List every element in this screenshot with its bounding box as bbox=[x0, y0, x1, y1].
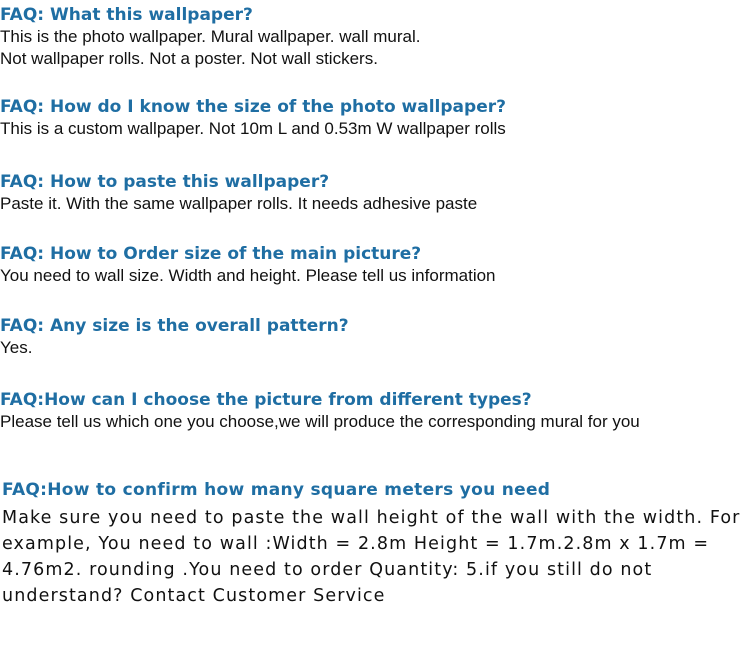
faq-answer-line: This is the photo wallpaper. Mural wallpaper. wall mural. bbox=[0, 27, 421, 46]
faq-question: FAQ: What this wallpaper? bbox=[0, 5, 253, 25]
faq-question: FAQ: How to Order size of the main picture? bbox=[0, 244, 422, 264]
faq-item-square-meters bbox=[2, 479, 747, 609]
faq-answer-line: This is a custom wallpaper. Not 10m L and 0.53m W wallpaper rolls bbox=[0, 119, 506, 138]
faq-question: FAQ: How do I know the size of the photo wallpaper? bbox=[0, 97, 506, 117]
faq-item-size bbox=[0, 96, 506, 140]
faq-question: FAQ:How to confirm how many square meters you need bbox=[2, 480, 551, 500]
faq-question: FAQ: Any size is the overall pattern? bbox=[0, 316, 349, 336]
faq-answer-line: Yes. bbox=[0, 338, 33, 357]
faq-item-overall-pattern bbox=[0, 315, 349, 359]
faq-answer-line: Not wallpaper rolls. Not a poster. Not wall stickers. bbox=[0, 49, 378, 68]
faq-answer-paragraph: Make sure you need to paste the wall height of the wall with the width. For example, You need to wall :Width = 2.8m Height = 1.7m.2.8m x 1.7m = 4.76m2. rounding .You need to order Quantity: 5.if you still do not understand? Contact Customer Service bbox=[2, 508, 741, 606]
faq-item-what-wallpaper bbox=[0, 4, 420, 70]
faq-answer-line: You need to wall size. Width and height. Please tell us information bbox=[0, 266, 496, 285]
faq-answer-line: Please tell us which one you choose,we will produce the corresponding mural for you bbox=[0, 412, 640, 431]
faq-item-choose-picture bbox=[0, 389, 640, 433]
faq-question: FAQ:How can I choose the picture from different types? bbox=[0, 390, 532, 410]
faq-item-paste bbox=[0, 171, 477, 215]
faq-answer-line: Paste it. With the same wallpaper rolls. It needs adhesive paste bbox=[0, 194, 478, 213]
faq-question: FAQ: How to paste this wallpaper? bbox=[0, 172, 330, 192]
faq-item-order-size bbox=[0, 243, 496, 287]
